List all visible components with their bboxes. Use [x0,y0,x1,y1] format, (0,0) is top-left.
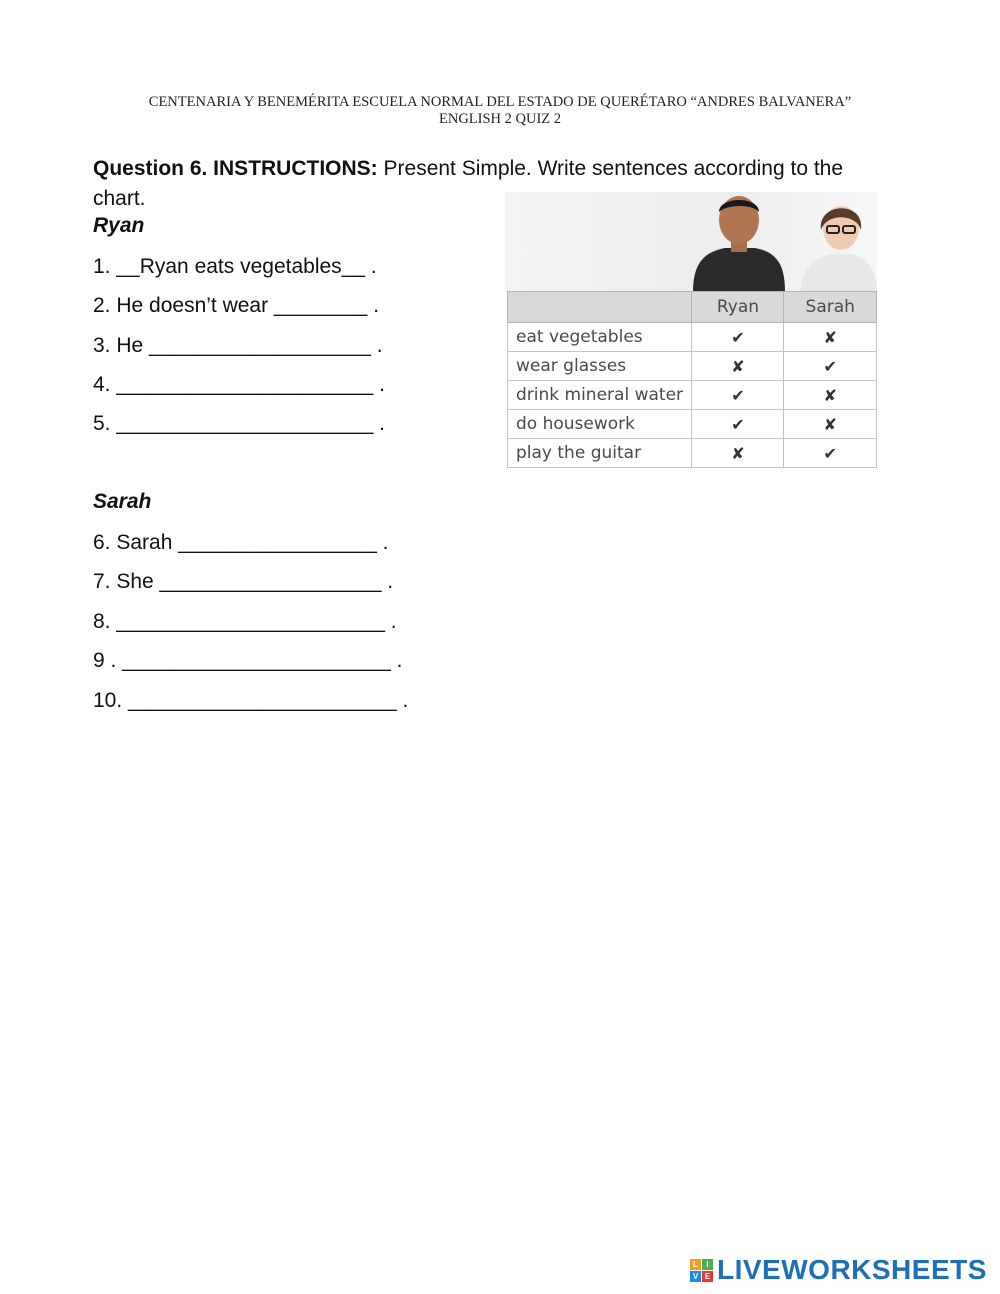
sarah-mark: ✘ [784,381,877,410]
logo-letter-l: L [690,1259,701,1270]
sarah-mark: ✘ [784,410,877,439]
ryan-mark: ✔ [692,410,784,439]
logo-text: LIVEWORKSHEETS [717,1254,987,1285]
table-row [508,381,877,410]
sarah-mark: ✔ [784,352,877,381]
document-header [0,94,1000,128]
photo-banner [505,192,877,292]
logo-letter-e: E [702,1271,713,1282]
quiz-title: ENGLISH 2 QUIZ 2 [438,111,562,127]
answer-line-8[interactable]: 8. _______________________ . [93,610,397,633]
answer-line-5[interactable]: 5. ______________________ . [93,412,385,435]
ryan-mark: ✘ [692,352,784,381]
table-row [508,352,877,381]
logo-letter-i: I [702,1259,713,1270]
activity-cell: do housework [508,410,692,439]
sarah-photo [801,206,877,292]
table-row [508,439,877,468]
activity-cell: play the guitar [508,439,692,468]
answer-line-9[interactable]: 9 . _______________________ . [93,649,403,672]
answer-line-4[interactable]: 4. ______________________ . [93,373,385,396]
activity-cell: wear glasses [508,352,692,381]
answer-line-10[interactable]: 10. _______________________ . [93,689,409,712]
activity-cell: drink mineral water [508,381,692,410]
answer-line-1[interactable]: 1. __Ryan eats vegetables__ . [93,255,377,278]
table-header-ryan: Ryan [692,292,784,323]
logo-letter-v: V [690,1271,701,1282]
table-header-empty [508,292,692,323]
ryan-heading: Ryan [93,214,145,237]
liveworksheets-logo [690,1254,987,1286]
ryan-photo [693,196,785,292]
answer-line-3[interactable]: 3. He ___________________ . [93,334,383,357]
table-header-sarah: Sarah [784,292,877,323]
answer-line-2[interactable]: 2. He doesn’t wear ________ . [93,294,380,317]
sarah-mark: ✘ [784,323,877,352]
sarah-mark: ✔ [784,439,877,468]
answer-line-6[interactable]: 6. Sarah _________________ . [93,531,389,554]
people-photo [505,192,877,292]
answer-line-7[interactable]: 7. She ___________________ . [93,570,394,593]
school-name: CENTENARIA Y BENEMÉRITA ESCUELA NORMAL DEL ESTADO DE QUERÉTARO “ANDRES BALVANERA” [148,94,852,110]
instructions-label: Question 6. INSTRUCTIONS: [93,157,378,180]
activity-chart-figure [505,192,877,480]
ryan-mark: ✘ [692,439,784,468]
ryan-mark: ✔ [692,381,784,410]
table-row [508,410,877,439]
instructions-text: Present Simple. Write sentences according to the chart. [93,157,844,210]
sarah-heading: Sarah [93,490,152,513]
table-row [508,323,877,352]
activity-table [507,291,877,468]
ryan-mark: ✔ [692,323,784,352]
activity-cell: eat vegetables [508,323,692,352]
logo-icon [690,1259,713,1282]
